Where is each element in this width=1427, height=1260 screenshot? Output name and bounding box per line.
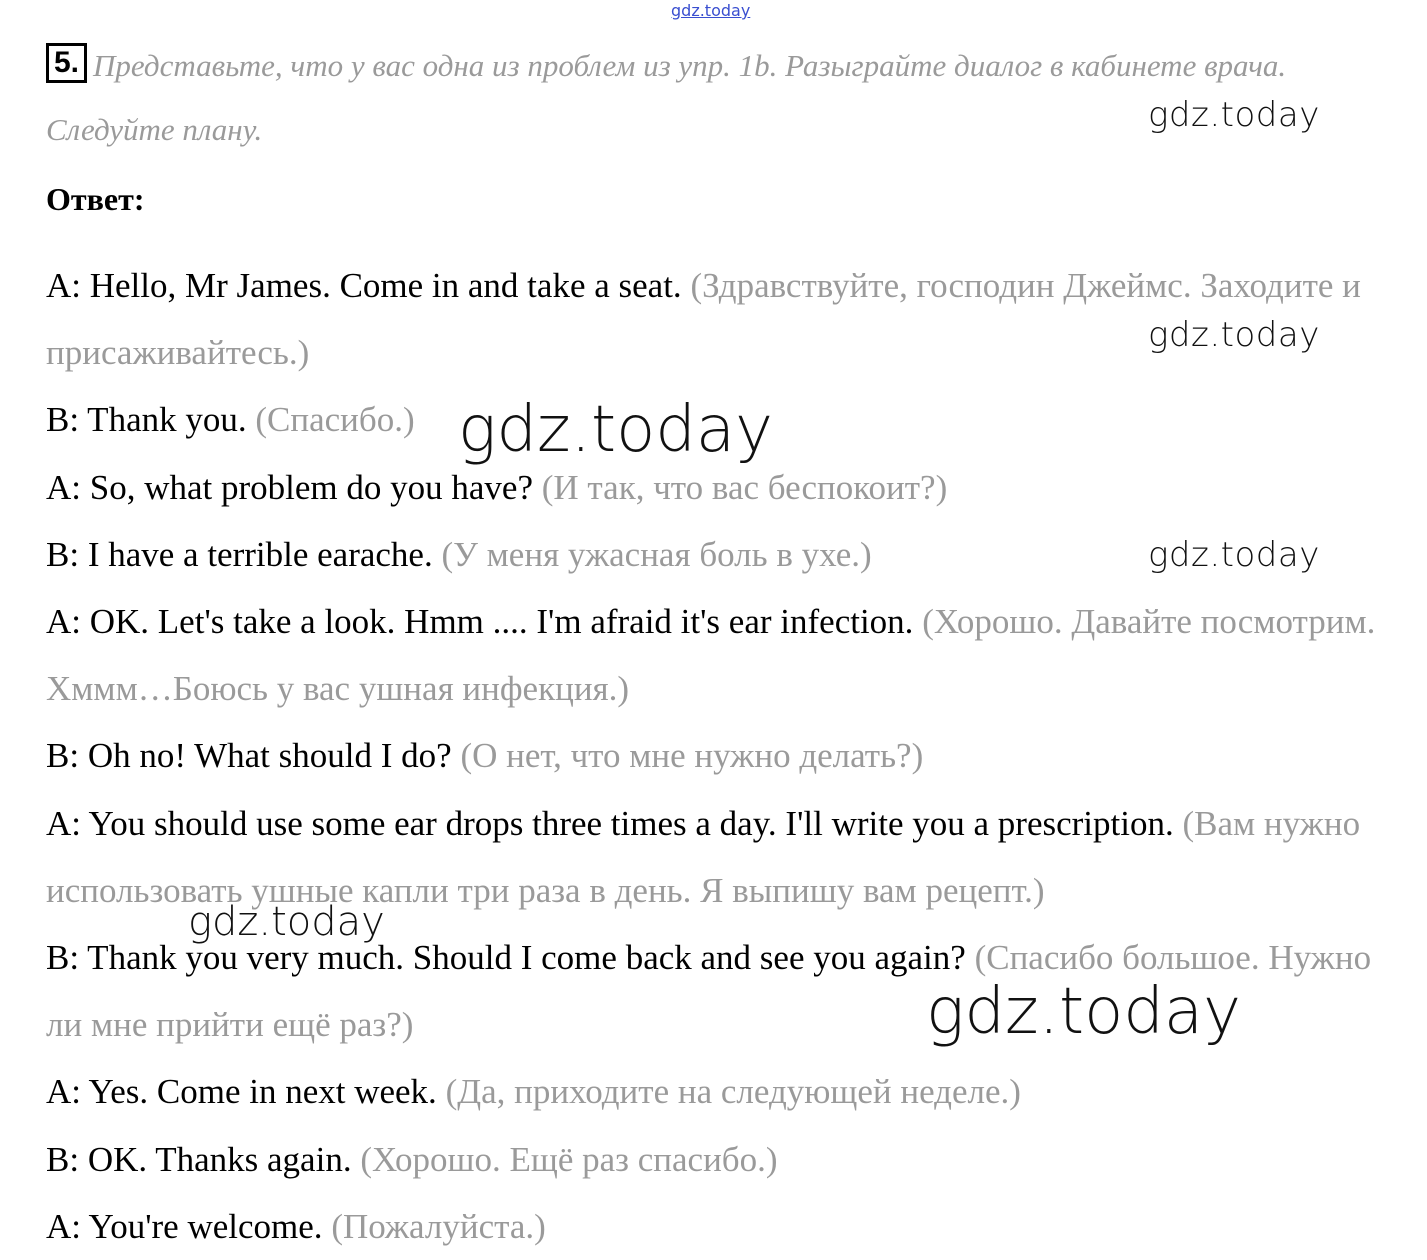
watermark: gdz.today — [188, 899, 385, 945]
dialog-translation: (Да, приходите на следующей неделе.) — [445, 1072, 1021, 1112]
watermark: gdz.today — [1148, 535, 1320, 575]
dialog-line — [46, 722, 1386, 789]
dialog-translation: (Пожалуйста.) — [331, 1206, 546, 1246]
dialog-line — [46, 588, 1386, 722]
task-block — [46, 34, 1336, 162]
task-instruction: Представьте, что у вас одна из проблем из упр. 1b. Разыграйте диалог в кабинете врача. Следуйте плану. — [46, 48, 1287, 147]
dialog-english: A: You're welcome. — [46, 1206, 323, 1246]
watermark: gdz.today — [1148, 315, 1320, 355]
dialog-line — [46, 1058, 1386, 1125]
dialog-translation: (Хорошо. Давайте посмотрим. Хммм…Боюсь у вас ушная инфекция.) — [46, 602, 1376, 709]
watermark-link[interactable]: gdz.today — [671, 1, 751, 20]
dialog-translation: (У меня ужасная боль в ухе.) — [441, 534, 872, 574]
watermark: gdz.today — [926, 975, 1241, 1049]
dialog-english: A: OK. Let's take a look. Hmm .... I'm afraid it's ear infection. — [46, 602, 914, 642]
dialog-english: B: Thank you very much. Should I come back and see you again? — [46, 938, 966, 978]
dialog-line — [46, 1193, 1386, 1260]
dialog-english: B: I have a terrible earache. — [46, 534, 433, 574]
dialog-translation: (Здравствуйте, господин Джеймс. Заходите и присаживайтесь.) — [46, 266, 1361, 373]
dialog-translation: (О нет, что мне нужно делать?) — [460, 736, 924, 776]
dialog-english: A: You should use some ear drops three times a day. I'll write you a prescription. — [46, 803, 1174, 843]
task-number: 5. — [46, 43, 87, 83]
watermark: gdz.today — [1148, 95, 1320, 135]
dialog-english: A: Hello, Mr James. Come in and take a seat. — [46, 266, 682, 305]
dialog-translation: (Хорошо. Ещё раз спасибо.) — [360, 1139, 778, 1179]
dialog-translation: (И так, что вас беспокоит?) — [541, 467, 948, 507]
dialog-translation: (Вам нужно использовать ушные капли три раза в день. Я выпишу вам рецепт.) — [46, 803, 1361, 910]
dialog-english: B: OK. Thanks again. — [46, 1139, 352, 1179]
dialog-english: B: Oh no! What should I do? — [46, 736, 452, 776]
answer-title: Ответ: — [46, 181, 145, 217]
dialog-translation: (Спасибо.) — [255, 400, 415, 440]
dialog-line — [46, 1126, 1386, 1193]
dialog-english: A: So, what problem do you have? — [46, 467, 533, 507]
dialog-translation: (Спасибо большое. Нужно ли мне прийти ещё раз?) — [46, 938, 1372, 1045]
dialog-english: B: Thank you. — [46, 400, 247, 440]
dialog-english: A: Yes. Come in next week. — [46, 1072, 437, 1112]
watermark: gdz.today — [458, 393, 773, 467]
